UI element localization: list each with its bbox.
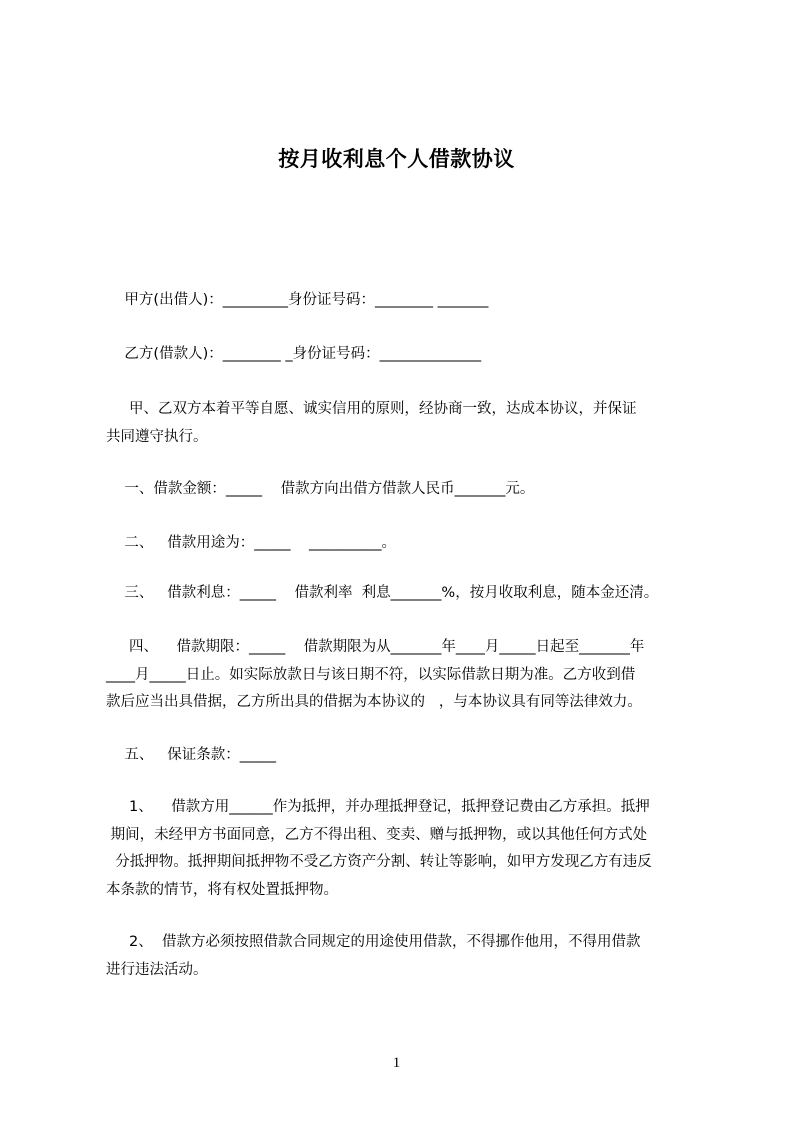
sub-clause-2-line: 2、 借款方必须按照借款合同规定的用途使用借款，不得挪作他用，不得用借款 <box>106 934 641 950</box>
page-number: 1 <box>392 1055 401 1071</box>
clause-3-interest: 三、 借款利息：_____ 借款利率 利息_______%，按月收取利息，随本金还清。 <box>106 585 659 601</box>
sub-clause-1-line: 本条款的情节，将有权处置抵押物。 <box>106 881 338 898</box>
clause-4-line: 款后应当出具借据，乙方所出具的借据为本协议的 ，与本协议具有同等法律效力。 <box>106 694 642 710</box>
clause-4-term <box>106 634 716 717</box>
preamble-paragraph <box>106 396 716 451</box>
document-title: 按月收利息个人借款协议 <box>278 147 515 171</box>
clause-2-purpose: 二、 借款用途为：_____ __________。 <box>106 535 396 551</box>
sub-clause-1-line: 分抵押物。抵押期间抵押物不受乙方资产分割、转让等影响，如甲方发现乙方有违反 <box>106 854 652 870</box>
party-a-line: 甲方(出借人)：_________身份证号码：________ _______ <box>106 292 489 308</box>
clause-1-amount: 一、借款金额：_____ 借款方向出借方借款人民币_______元。 <box>106 481 535 497</box>
sub-clause-1-line: 1、 借款方用______作为抵押，并办理抵押登记，抵押登记费由乙方承担。抵押 <box>106 799 650 815</box>
clause-5-guarantee: 五、 保证条款：_____ <box>106 747 277 763</box>
preamble-line: 甲、乙双方本着平等自愿、诚实信用的原则，经协商一致，达成本协议，并保证 <box>106 401 637 417</box>
sub-clause-2 <box>106 929 716 984</box>
party-b-line: 乙方(借款人)：________ _身份证号码：______________ <box>106 346 482 362</box>
sub-clause-2-line: 进行违法活动。 <box>106 961 208 978</box>
sub-clause-1 <box>106 794 716 904</box>
sub-clause-1-line: 期间，未经甲方书面同意，乙方不得出租、变卖、赠与抵押物，或以其他任何方式处 <box>106 826 648 843</box>
preamble-line: 共同遵守执行。 <box>106 428 208 445</box>
clause-4-line: 四、 借款期限：_____ 借款期限为从_______年____月_____日起至_______年 <box>106 639 645 655</box>
clause-4-line: ____月_____日止。如实际放款日与该日期不符，以实际借款日期为准。乙方收到借 <box>106 666 636 683</box>
